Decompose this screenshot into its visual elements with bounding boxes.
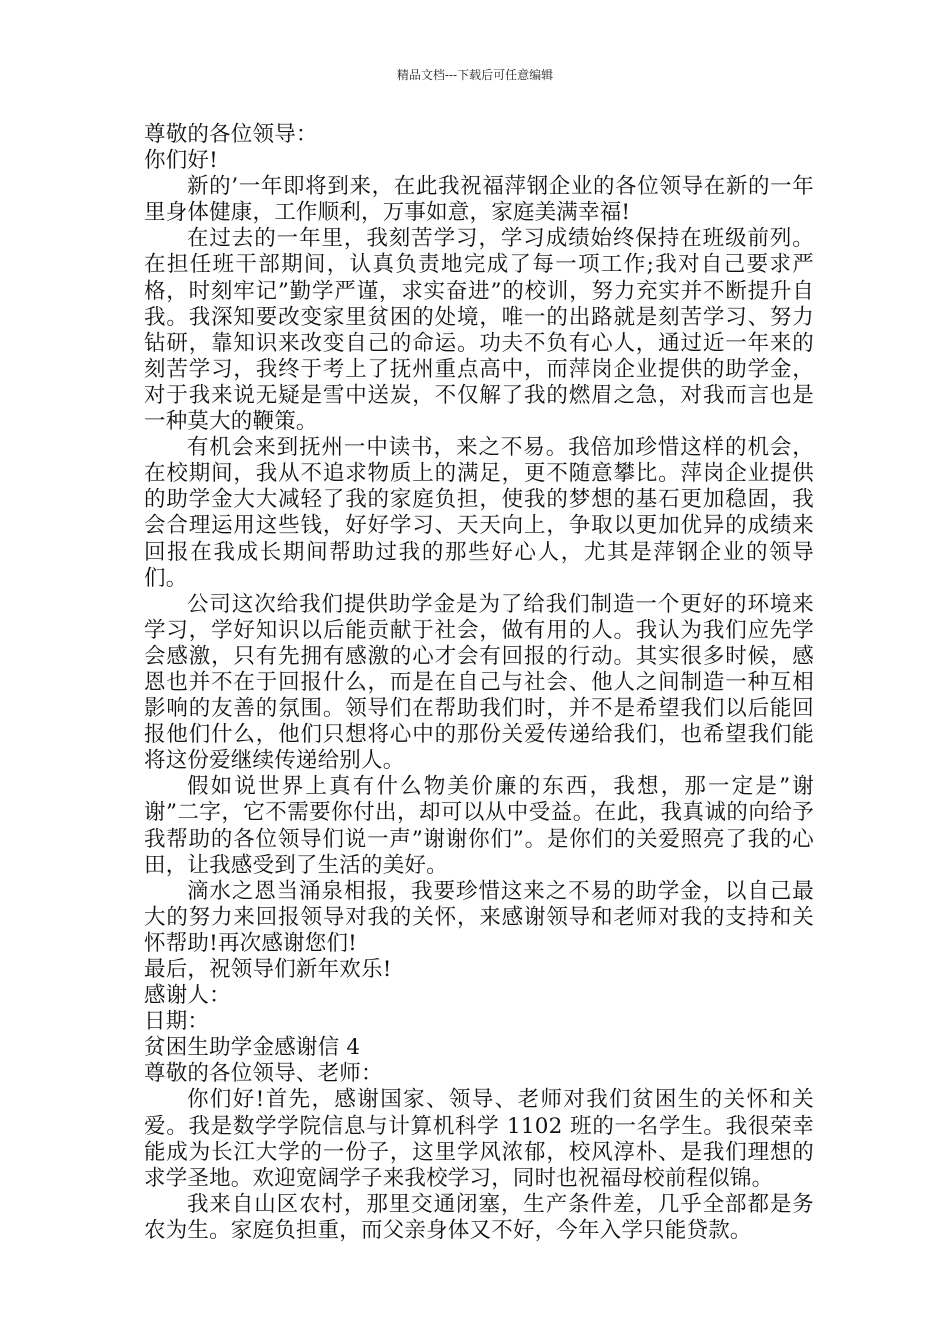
letter-body	[144, 122, 814, 1244]
paragraph: 日期：	[144, 1009, 210, 1035]
paragraph: 你们好!	[144, 148, 218, 174]
paragraph: 最后，祝领导们新年欢乐!	[144, 957, 392, 982]
page-header: 精品文档---下载后可任意编辑	[396, 68, 554, 82]
paragraph: 感谢人：	[144, 983, 231, 1009]
section-title: 贫困生助学金感谢信 4	[144, 1035, 361, 1061]
paragraph: 我来自山区农村，那里交通闭塞，生产条件差，几乎全部都是务农为生。家庭负担重，而父亲身体又不好，今年入学只能贷款。	[144, 1191, 814, 1243]
paragraph: 滴水之恩当涌泉相报，我要珍惜这来之不易的助学金，以自己最大的努力来回报领导对我的关怀，来感谢领导和老师对我的支持和关怀帮助!再次感谢您们!	[144, 878, 814, 956]
paragraph: 假如说世界上真有什么物美价廉的东西，我想，那一定是”谢谢”二字，它不需要你付出，却可以从中受益。在此，我真诚的向给予我帮助的各位领导们说一声”谢谢你们”。是你们的关爱照亮了我的心田，让我感受到了生活的美好。	[144, 774, 814, 878]
paragraph: 新的’一年即将到来，在此我祝福萍钢企业的各位领导在新的一年里身体健康，工作顺利，万事如意，家庭美满幸福!	[144, 174, 814, 226]
paragraph: 公司这次给我们提供助学金是为了给我们制造一个更好的环境来学习，学好知识以后能贡献于社会，做有用的人。我认为我们应先学会感激，只有先拥有感激的心才会有回报的行动。其实很多时候，感恩也并不在于回报什么，而是在自己与社会、他人之间制造一种互相影响的友善的氛围。领导们在帮助我们时，并不是希望我们以后能回报他们什么，他们只想将心中的那份关爱传递给我们，也希望我们能将这份爱继续传递给别人。	[144, 591, 814, 774]
paragraph: 尊敬的各位领导：	[144, 122, 318, 147]
paragraph: 你们好!首先，感谢国家、领导、老师对我们贫困生的关怀和关爱。我是数学学院信息与计算机科学 1102 班的一名学生。我很荣幸能成为长江大学的一份子，这里学风浓郁，校风淳朴、是我们理想的求学圣地。欢迎宽阔学子来我校学习，同时也祝福母校前程似锦。	[144, 1087, 814, 1191]
paragraph: 有机会来到抚州一中读书，来之不易。我倍加珍惜这样的机会，在校期间，我从不追求物质上的满足，更不随意攀比。萍岗企业提供的助学金大大减轻了我的家庭负担，使我的梦想的基石更加稳固，我会合理运用这些钱，好好学习、天天向上，争取以更加优异的成绩来回报在我成长期间帮助过我的那些好心人，尤其是萍钢企业的领导们。	[144, 435, 814, 591]
paragraph: 在过去的一年里，我刻苦学习，学习成绩始终保持在班级前列。在担任班干部期间，认真负责地完成了每一项工作;我对自己要求严格，时刻牢记”勤学严谨，求实奋进”的校训，努力充实并不断提升自我。我深知要改变家里贫困的处境，唯一的出路就是刻苦学习、努力钻研，靠知识来改变自己的命运。功夫不负有心人，通过近一年来的刻苦学习，我终于考上了抚州重点高中，而萍岗企业提供的助学金，对于我来说无疑是雪中送炭，不仅解了我的燃眉之急，对我而言也是一种莫大的鞭策。	[144, 226, 814, 435]
paragraph: 尊敬的各位领导、老师：	[144, 1061, 383, 1087]
